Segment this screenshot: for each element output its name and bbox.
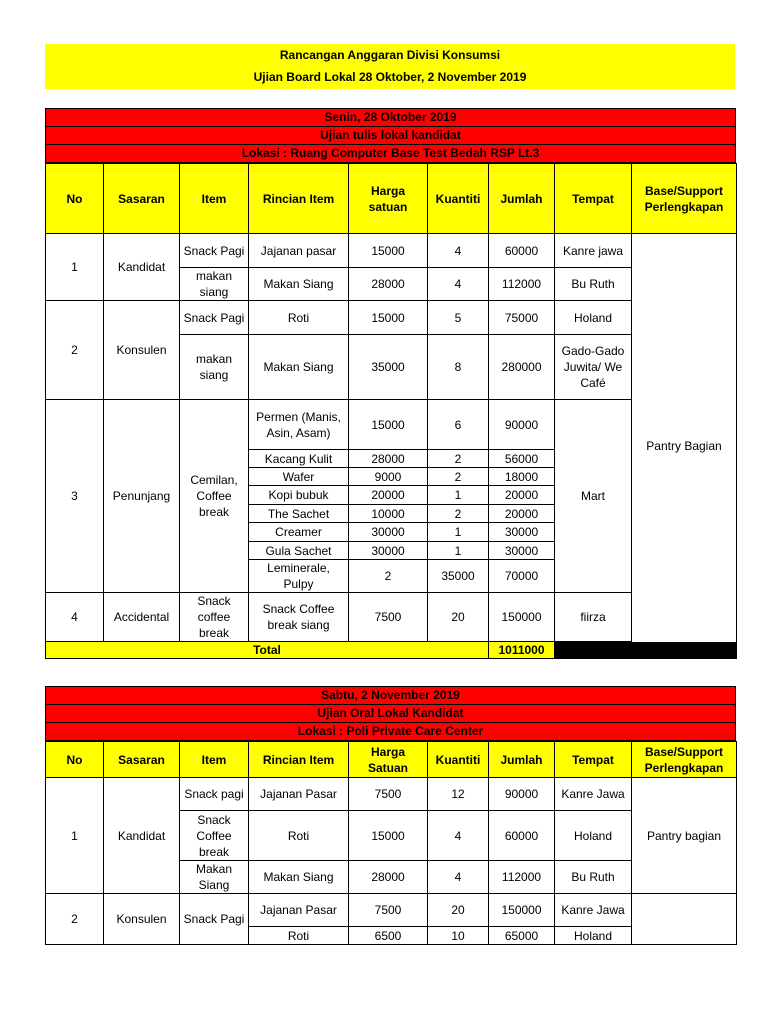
section-event-banner: Ujian tulis lokal kandidat [45, 126, 736, 144]
cell-no: 4 [46, 593, 104, 642]
table-row [46, 234, 737, 268]
col-header-kuantiti: Kuantiti [428, 742, 489, 778]
col-header-rincian: Rincian Item [249, 164, 349, 234]
cell-jumlah: 20000 [489, 486, 555, 505]
cell-rincian: The Sachet [249, 505, 349, 523]
col-header-jumlah: Jumlah [489, 742, 555, 778]
cell-jumlah: 30000 [489, 542, 555, 560]
col-header-rincian: Rincian Item [249, 742, 349, 778]
cell-harga: 7500 [349, 894, 428, 927]
cell-rincian: Gula Sachet [249, 542, 349, 560]
total-value: 1011000 [489, 642, 555, 659]
cell-harga: 28000 [349, 450, 428, 468]
section-event-banner: Ujian Oral Lokal Kandidat [45, 704, 736, 722]
cell-kuantiti: 5 [428, 301, 489, 335]
col-header-support: Base/Support Perlengkapan [632, 164, 737, 234]
cell-rincian: Roti [249, 927, 349, 945]
col-header-kuantiti: Kuantiti [428, 164, 489, 234]
col-header-item: Item [180, 164, 249, 234]
cell-kuantiti: 1 [428, 542, 489, 560]
cell-harga: 30000 [349, 523, 428, 542]
cell-item: Snack pagi [180, 778, 249, 811]
section-location-banner: Lokasi : Ruang Computer Base Test Bedah RSP Lt.3 [45, 144, 736, 163]
cell-item: Snack Coffee break [180, 811, 249, 861]
cell-jumlah: 280000 [489, 335, 555, 400]
cell-jumlah: 18000 [489, 468, 555, 486]
cell-tempat: Bu Ruth [555, 268, 632, 301]
cell-jumlah: 65000 [489, 927, 555, 945]
total-label: Total [46, 642, 489, 659]
col-header-sasaran: Sasaran [104, 164, 180, 234]
budget-section-monday [45, 108, 736, 659]
budget-table-monday [45, 163, 737, 659]
cell-jumlah: 90000 [489, 778, 555, 811]
cell-harga: 15000 [349, 234, 428, 268]
cell-jumlah: 112000 [489, 861, 555, 894]
cell-sasaran: Penunjang [104, 400, 180, 593]
cell-harga: 28000 [349, 268, 428, 301]
cell-kuantiti: 6 [428, 400, 489, 450]
cell-kuantiti: 4 [428, 234, 489, 268]
cell-item: Makan Siang [180, 861, 249, 894]
section-date-banner: Sabtu, 2 November 2019 [45, 686, 736, 704]
cell-tempat: Holand [555, 811, 632, 861]
cell-kuantiti: 2 [428, 450, 489, 468]
cell-harga: 6500 [349, 927, 428, 945]
table-row [46, 778, 737, 811]
cell-jumlah: 75000 [489, 301, 555, 335]
cell-kuantiti: 2 [428, 468, 489, 486]
cell-kuantiti: 20 [428, 593, 489, 642]
cell-harga: 2 [349, 560, 428, 593]
cell-harga: 20000 [349, 486, 428, 505]
cell-item: makan siang [180, 335, 249, 400]
cell-harga: 15000 [349, 811, 428, 861]
cell-harga: 10000 [349, 505, 428, 523]
total-row [46, 642, 737, 659]
cell-kuantiti: 20 [428, 894, 489, 927]
cell-jumlah: 60000 [489, 811, 555, 861]
cell-rincian: Roti [249, 301, 349, 335]
cell-jumlah: 60000 [489, 234, 555, 268]
cell-item: Snack Pagi [180, 234, 249, 268]
cell-item: Cemilan, Coffee break [180, 400, 249, 593]
cell-item: Snack Pagi [180, 301, 249, 335]
total-filler [555, 642, 737, 659]
cell-rincian: Leminerale, Pulpy [249, 560, 349, 593]
document-title [45, 44, 735, 89]
cell-rincian: Makan Siang [249, 861, 349, 894]
cell-jumlah: 56000 [489, 450, 555, 468]
section-location-banner: Lokasi : Poli Private Care Center [45, 722, 736, 741]
cell-item: Snack Pagi [180, 894, 249, 945]
table-header-row [46, 742, 737, 778]
cell-rincian: Snack Coffee break siang [249, 593, 349, 642]
cell-rincian: Makan Siang [249, 268, 349, 301]
col-header-no: No [46, 164, 104, 234]
cell-rincian: Kacang Kulit [249, 450, 349, 468]
cell-tempat: Kanre Jawa [555, 778, 632, 811]
cell-tempat: Kanre Jawa [555, 894, 632, 927]
cell-item: makan siang [180, 268, 249, 301]
col-header-harga: Harga satuan [349, 164, 428, 234]
title-line-2: Ujian Board Lokal 28 Oktober, 2 November 2019 [253, 70, 527, 84]
cell-jumlah: 20000 [489, 505, 555, 523]
cell-tempat: Kanre jawa [555, 234, 632, 268]
cell-tempat: Gado-Gado Juwita/ We Café [555, 335, 632, 400]
cell-kuantiti: 1 [428, 523, 489, 542]
cell-kuantiti: 4 [428, 861, 489, 894]
cell-tempat: Bu Ruth [555, 861, 632, 894]
cell-rincian: Wafer [249, 468, 349, 486]
cell-harga: 15000 [349, 400, 428, 450]
cell-support: Pantry bagian [632, 778, 737, 894]
cell-tempat: Holand [555, 927, 632, 945]
col-header-sasaran: Sasaran [104, 742, 180, 778]
cell-rincian: Creamer [249, 523, 349, 542]
section-date-banner: Senin, 28 Oktober 2019 [45, 108, 736, 126]
col-header-harga: Harga Satuan [349, 742, 428, 778]
cell-kuantiti: 4 [428, 268, 489, 301]
cell-rincian: Jajanan Pasar [249, 894, 349, 927]
cell-no: 1 [46, 234, 104, 301]
cell-jumlah: 30000 [489, 523, 555, 542]
cell-support-empty [632, 894, 737, 945]
cell-sasaran: Konsulen [104, 894, 180, 945]
cell-tempat: fiirza [555, 593, 632, 642]
col-header-jumlah: Jumlah [489, 164, 555, 234]
cell-harga: 7500 [349, 778, 428, 811]
cell-sasaran: Accidental [104, 593, 180, 642]
cell-jumlah: 150000 [489, 894, 555, 927]
cell-harga: 7500 [349, 593, 428, 642]
cell-harga: 9000 [349, 468, 428, 486]
cell-support: Pantry Bagian [632, 234, 737, 659]
col-header-tempat: Tempat [555, 164, 632, 234]
col-header-no: No [46, 742, 104, 778]
col-header-item: Item [180, 742, 249, 778]
table-header-row [46, 164, 737, 234]
col-header-support: Base/Support Perlengkapan [632, 742, 737, 778]
budget-table-saturday [45, 741, 737, 945]
cell-kuantiti: 35000 [428, 560, 489, 593]
cell-jumlah: 70000 [489, 560, 555, 593]
cell-rincian: Kopi bubuk [249, 486, 349, 505]
cell-rincian: Permen (Manis, Asin, Asam) [249, 400, 349, 450]
cell-rincian: Makan Siang [249, 335, 349, 400]
title-line-1: Rancangan Anggaran Divisi Konsumsi [279, 48, 501, 62]
table-row [46, 894, 737, 927]
cell-no: 3 [46, 400, 104, 593]
cell-sasaran: Konsulen [104, 301, 180, 400]
cell-rincian: Jajanan Pasar [249, 778, 349, 811]
cell-harga: 28000 [349, 861, 428, 894]
cell-kuantiti: 2 [428, 505, 489, 523]
cell-harga: 15000 [349, 301, 428, 335]
cell-tempat: Mart [555, 400, 632, 593]
cell-jumlah: 90000 [489, 400, 555, 450]
col-header-tempat: Tempat [555, 742, 632, 778]
cell-kuantiti: 12 [428, 778, 489, 811]
cell-kuantiti: 10 [428, 927, 489, 945]
cell-tempat: Holand [555, 301, 632, 335]
cell-no: 1 [46, 778, 104, 894]
cell-harga: 30000 [349, 542, 428, 560]
cell-sasaran: Kandidat [104, 234, 180, 301]
cell-harga: 35000 [349, 335, 428, 400]
cell-kuantiti: 8 [428, 335, 489, 400]
cell-jumlah: 112000 [489, 268, 555, 301]
cell-kuantiti: 4 [428, 811, 489, 861]
cell-item: Snack coffee break [180, 593, 249, 642]
budget-section-saturday [45, 686, 736, 945]
cell-jumlah: 150000 [489, 593, 555, 642]
cell-kuantiti: 1 [428, 486, 489, 505]
cell-rincian: Jajanan pasar [249, 234, 349, 268]
cell-no: 2 [46, 301, 104, 400]
cell-no: 2 [46, 894, 104, 945]
cell-rincian: Roti [249, 811, 349, 861]
cell-sasaran: Kandidat [104, 778, 180, 894]
